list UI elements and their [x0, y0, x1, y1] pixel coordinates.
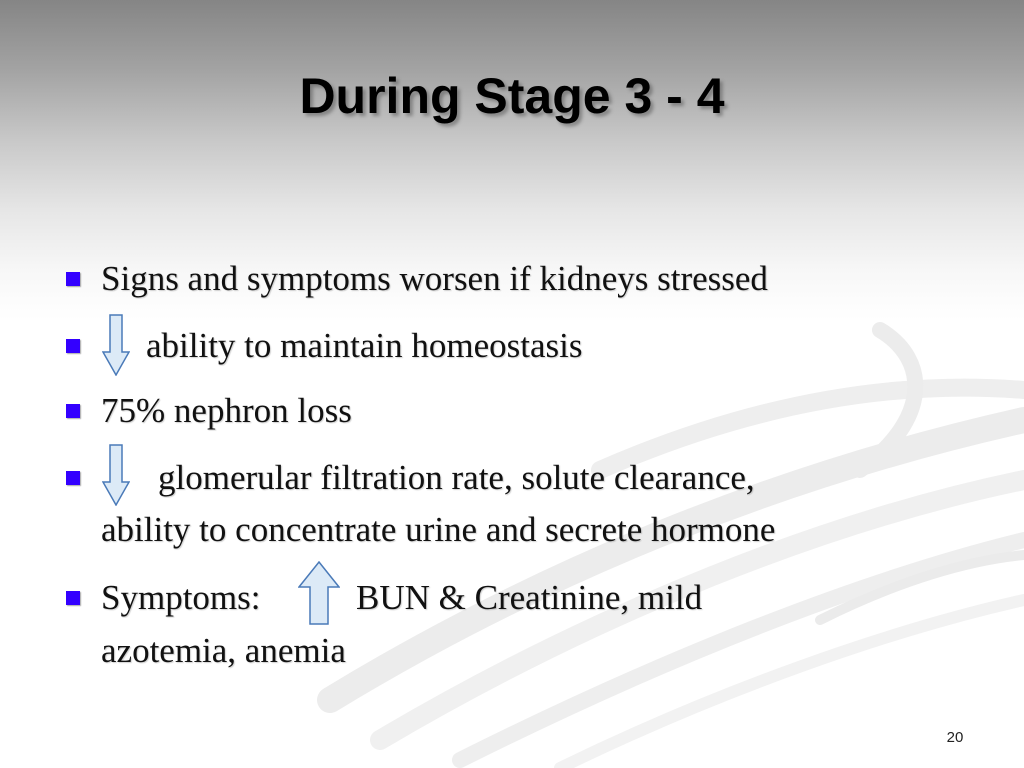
bullet-text: ability to maintain homeostasis	[146, 326, 583, 365]
bullet-text-continuation: ability to concentrate urine and secrete hormone	[101, 510, 776, 549]
bullet-text: Signs and symptoms worsen if kidneys stressed	[101, 259, 768, 298]
bullet-marker	[66, 272, 80, 286]
down-arrow-icon	[102, 314, 130, 376]
slide-title: During Stage 3 - 4	[299, 68, 725, 124]
down-arrow-icon	[102, 444, 130, 506]
bullet-text-continuation: azotemia, anemia	[101, 631, 346, 670]
bullet-marker	[66, 591, 80, 605]
page-number: 20	[946, 729, 964, 746]
bullet-marker	[66, 471, 80, 485]
bullet-marker	[66, 339, 80, 353]
bullet-text: 75% nephron loss	[101, 391, 352, 430]
bullet-marker	[66, 404, 80, 418]
bullet-text: BUN & Creatinine, mild	[356, 578, 703, 617]
bullet-text-prefix: Symptoms:	[101, 578, 261, 617]
bullet-text: glomerular filtration rate, solute clearance,	[158, 458, 755, 497]
up-arrow-icon	[298, 561, 340, 625]
